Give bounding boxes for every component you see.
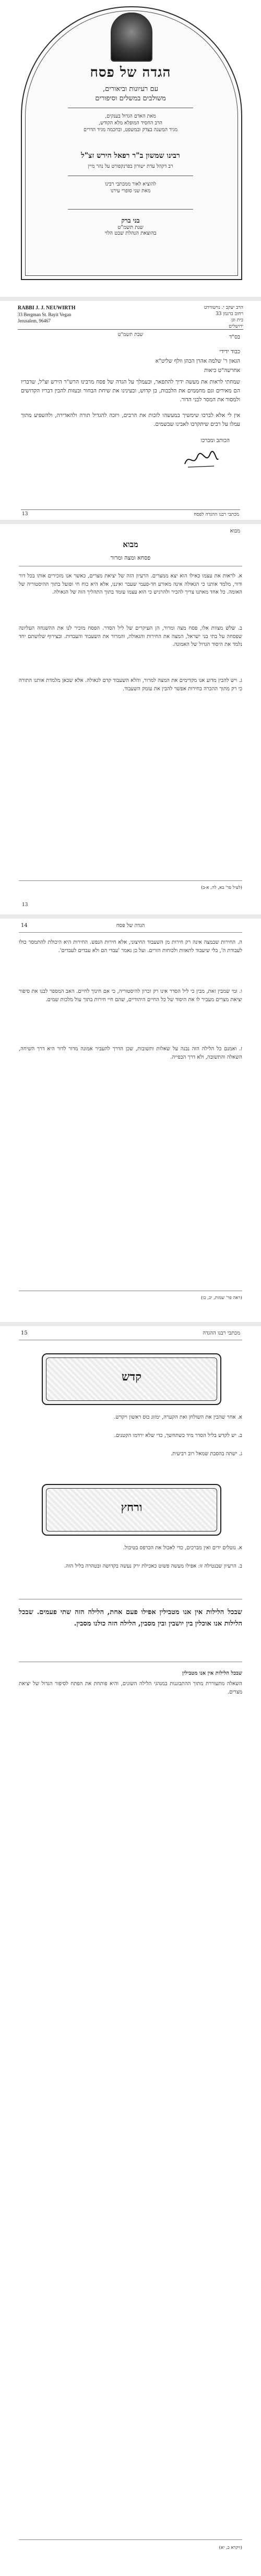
banner-title: קדש: [122, 1370, 141, 1384]
kadesh-banner: [42, 1353, 221, 1405]
text-page: [0, 920, 261, 1322]
credit-line-c: מגיד המשנה בצדק ובמשפט, ובחכמה מגיד הדרים: [84, 127, 177, 133]
letter-date: שבת תשמ"ט: [117, 332, 144, 338]
letter-closing: הכותב ומברכו: [200, 437, 230, 444]
credit-line-a: מאת האדם הגדול בענקים,: [105, 113, 156, 119]
footer-rule: [21, 509, 240, 510]
body-paragraph: ז. ואמנם כל הלילה הזה נבנה על שאלות ותשובות, שכן הדרך להעביר אמונה מדור לדור היא דרך השיחה, השאלה והתשובה, ולא דרך הכפייה.: [19, 1046, 242, 1060]
letterhead-en-city: Jerusalem, 96467: [18, 318, 51, 323]
commentary-heading: שבכל הלילות אין אנו מטבילין: [182, 1670, 242, 1676]
running-head: מבוא: [230, 528, 240, 534]
section-subheading: פסחא ומצה ומרור: [110, 554, 151, 561]
instruction-item: ב. יש לקדש בליל הסדר מיד כשתחשך, כדי שלא ירדמו הקטנים.: [114, 1433, 242, 1438]
divider: [68, 209, 193, 210]
footnote-rule: [19, 2539, 242, 2540]
instruction-item: א. אחר שהכין את השולחן ואת הקערה, ימזוג כוס ראשון ויקדש.: [114, 1414, 242, 1420]
imprint-city: בני ברק: [121, 217, 140, 224]
running-head: מכתבי רבנו ההגדה: [203, 1330, 240, 1336]
letter-greeting: כבוד ידידי: [219, 349, 240, 355]
page-number: 13: [22, 512, 28, 517]
letterhead-english: [18, 305, 101, 324]
letter-recipient: הגאון ר' שלמה אהרן הכהן וולף שליט"א: [155, 358, 240, 364]
body-paragraph: ו. ומי שמבין זאת, מבין כי ליל הסדר אינו רק זכרון להיסטוריה, כי אם חינוך לחיים. האב המספר לבנו את סיפור יציאת מצרים מעביר לו את היסוד של כל החיים היהודיים, שהם חיי חירות בתוך עול מלכות שמים.: [19, 989, 242, 1003]
letterhead-en-street: 33 Bergman St. Bayit Vegan: [18, 312, 72, 317]
section-heading: מבוא: [123, 540, 138, 549]
bs-mark: בס"ד: [229, 334, 240, 340]
body-paragraph: א. לראות את עצמו כאילו הוא יצא ממצרים. הרעיון הזה של יציאת מצרים, כאשר אנו מזכירים אותו בכל דור ודור, מלמד אותנו כי הגאולה אינה מאורע חד-פעמי שעבר ואיננו, אלא היא כוח חי ופועל בתוך ההיסטוריה של האומה. כל אחד מאתנו צריך להכיר ולהרגיש כי הוא עצמו עומד בתוך התהליך הזה של הגאולה.: [19, 573, 242, 595]
book-title: הגדה של פסח: [90, 65, 171, 80]
footer-text: מכתבי רבנו ההגדה לפסח: [194, 512, 239, 517]
instruction-item: ב. הרעיון שבנטילה זו: אפילו מעשה פשוט כאכילת ירק נעשה בקדושה ובטהרה בליל הזה.: [64, 1563, 242, 1569]
page-gap: [0, 914, 261, 919]
running-head: הגדה של פסח: [116, 923, 145, 929]
credit-block: [37, 113, 224, 133]
letterhead-he-street: רחוב ברגמן 33: [216, 311, 243, 317]
body-paragraph: ג. ויש להבין מדוע אנו מקדימים את המצה למרור, והלא השעבוד קדם לגאולה. אלא שכאן מלמדת אותנו התורה כי רק מתוך ההכרה בחירות אפשר להבין את עומק השעבוד.: [19, 678, 242, 692]
intro-page: [0, 525, 261, 914]
book-subtitle: [42, 85, 219, 103]
credit-line-b: הרב החסיד המופלא מלא הקודש,: [98, 120, 163, 126]
haggadah-verse: שבכל הלילות אין אנו מטבילין אפילו פעם אחת, הלילה הזה שתי פעמים. שבכל הלילות אנו אוכלין בין יושבין ובין מסבין, הלילה הזה כולנו מסבין.: [19, 1608, 242, 1628]
urchatz-banner: [42, 1484, 221, 1536]
footnote: (לעיל פר' בא, לה, א-ב): [201, 885, 242, 890]
letter-salutation: אחרשה"ט כיאות: [204, 367, 240, 374]
instruction-item: ג. ישתה בהסבת שמאל רוב רביעית.: [171, 1451, 242, 1457]
imprint-publisher: בהוצאת הנהלת שבט הלוי: [104, 230, 157, 236]
page-gap: [0, 1322, 261, 1326]
subtitle-line-2: משולבים במשלים וסיפורים: [95, 95, 166, 102]
author-name: רבינו שמשון ב"ר רפאל הירש זצ"ל: [81, 152, 180, 160]
page-gap: [0, 520, 261, 524]
title-page: [0, 0, 261, 300]
page-number: 15: [21, 1330, 28, 1336]
publisher-line-1: להוציא לאור ממכתבי רבינו: [105, 181, 156, 187]
publisher-line-2: מאת שני סופרי עירנו: [110, 188, 151, 194]
signature-image: [183, 449, 219, 470]
banner-title: ורחץ: [121, 1501, 143, 1514]
imprint-block: [47, 217, 214, 236]
page-number: 13: [22, 902, 28, 908]
author-note: רב דקהל עדת ישורון בפרנקפורט על נהר מיין: [88, 164, 173, 169]
seder-page: [0, 1327, 261, 2571]
letterhead-he-name: הרב יעקב י. נוישווירט: [204, 305, 243, 310]
header-rule: [19, 932, 242, 933]
commentary-paragraph: השאלה מתעוררת מתוך ההתבוננות במנהגי הלילה השונים, והיא פותחת את הפתח לסיפור הגדול של יציאת מצרים.: [19, 1681, 242, 1695]
page-number: 14: [21, 923, 28, 929]
instruction-item: א. נוטלים ידים ואין מברכים, כדי לאכול את הכרפס בטיבול.: [123, 1545, 242, 1551]
imprint-year: שנת תשמ"ט: [117, 225, 144, 230]
letter-paragraph: שמחתי לראות את מעשה ידיך להתפאר, ובעמלך על הגדה של פסח מרבינו הרש"ר הירש זצ"ל, שדבריו הם מאירים וגם מחממים את הלבבות, בן קדוש, ובעינינו את שיחת הבחור ובעזות להבין דבריו הקדושים ולמסור את המסר לבני הדור.: [21, 379, 240, 403]
letter-paragraph: אין לי אלא לברכו שימשיך במעשהו לזכות את הרבים, ויזכה להגדיל תורה ולהאדירה, ולהשפיע מתוך עמלו על רבים שיתקרבו לאבינו שבשמים.: [21, 412, 240, 427]
footnote: (ויקרא כ, יא): [219, 2545, 242, 2550]
letterhead-he-city: ירושלים: [229, 324, 243, 329]
body-paragraph: ה. החירות שבמצה אינה רק חירות מן השעבוד החיצוני, אלא חירות הנפש. החירות היא היכולת להתמסר כולו לעבודת ה', בלי שיעבוד לתאוות ולכוחות הזרים. ועל כן נאמר 'עבדי הם ולא עבדים לעבדים'.: [19, 939, 242, 954]
footnote: (ראה פר' שמות, יב, כו): [200, 1295, 242, 1301]
publisher-block: [37, 181, 224, 194]
portrait-image: [111, 13, 152, 62]
letterhead-hebrew: [175, 305, 243, 330]
letterhead-he-area: בית וגן: [231, 318, 243, 323]
letterhead-rule: [18, 329, 243, 330]
footnote-rule: [19, 880, 242, 881]
body-paragraph: ב. שלש מצוות אלו, פסח מצה ומרור, הן העיקרים של ליל הסדר. הפסח מזכיר לנו את ההשגחה העליונה שפסחה על בתי בני ישראל, המצה את החירות והגאולה, והמרור את השעבוד והעבדות. ובצירוף שלושתם יחד נלמד את היסוד הגדול של האמונה.: [19, 625, 242, 647]
letterhead-en-name: RABBI J. J. NEUWIRTH: [18, 305, 76, 311]
subtitle-line-1: עם רעיונות וביאורים,: [103, 85, 158, 93]
approbation-letter: [0, 300, 261, 520]
